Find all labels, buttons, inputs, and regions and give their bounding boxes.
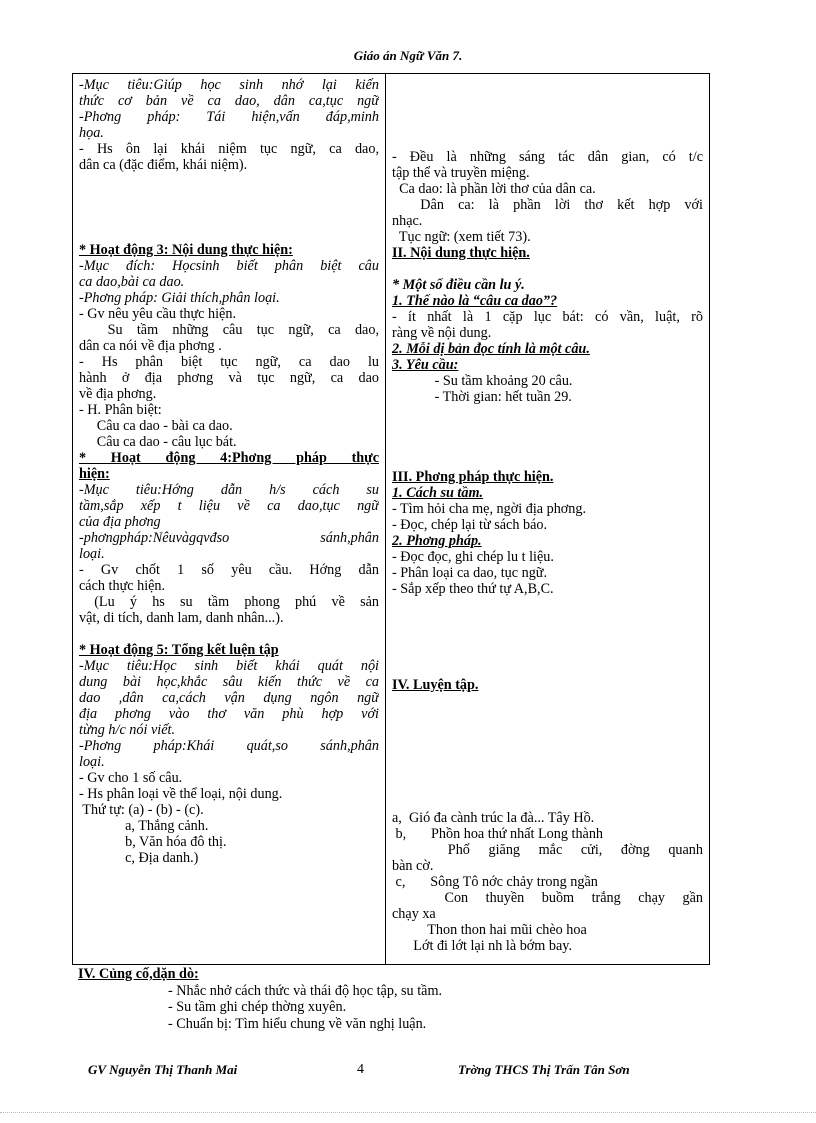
right-text-line: - ít nhất là 1 cặp lục bát: có vần, luật, rõ: [392, 309, 703, 325]
left-content: [79, 77, 379, 957]
left-text-line: -Mục đích: Họcsinh biết phân biệt câu: [79, 258, 379, 274]
left-text-line: -Mục tiêu:Giúp học sinh nhớ lại kiến: [79, 77, 379, 93]
left-text-line: - Gv cho 1 số câu.: [79, 770, 183, 786]
consolidation-line: - Chuẩn bị: Tìm hiểu chung về văn nghị luận.: [168, 1015, 427, 1032]
right-text-line: Dân ca: là phần lời thơ kết hợp với: [392, 197, 703, 213]
right-text-line: Lớt đi lớt lại nh là bớm bay.: [392, 938, 572, 954]
left-text-line: tầm,sắp xếp t liệu về ca dao,tục ngữ: [79, 498, 379, 514]
left-text-line: vật, di tích, danh lam, danh nhân...).: [79, 610, 284, 626]
left-text-line: - H. Phân biệt:: [79, 402, 162, 418]
right-text-line: 1. Cách su tầm.: [392, 485, 484, 501]
left-text-line: Thứ tự: (a) - (b) - (c).: [79, 802, 204, 818]
left-text-line: cách thực hiện.: [79, 578, 166, 594]
right-text-line: chạy xa: [392, 906, 436, 922]
school-name: Trờng THCS Thị Trấn Tân Sơn: [458, 1062, 630, 1077]
left-text-line: -Mục tiêu:Học sinh biết khái quát nội: [79, 658, 379, 674]
left-text-line: dân ca nói về địa phơng .: [79, 338, 222, 354]
right-text-line: - Tìm hỏi cha mẹ, ngời địa phơng.: [392, 501, 587, 517]
right-text-line: - Su tầm khoảng 20 câu.: [392, 373, 573, 389]
left-text-line: loại.: [79, 546, 105, 562]
left-text-line: a, Thắng cảnh.: [79, 818, 209, 834]
right-text-line: - Đọc, chép lại từ sách báo.: [392, 517, 548, 533]
page-number: 4: [357, 1062, 364, 1077]
right-text-line: nhạc.: [392, 213, 423, 229]
left-text-line: (Lu ý hs su tầm phong phú về sản: [79, 594, 379, 610]
right-text-line: - Thời gian: hết tuần 29.: [392, 389, 572, 405]
left-text-line: - Hs phân loại về thể loại, nội dung.: [79, 786, 283, 802]
right-text-line: 1. Thế nào là “câu ca dao”?: [392, 293, 558, 309]
right-text-line: Con thuyền buồm trắng chạy gần: [392, 890, 703, 906]
right-text-line: bàn cờ.: [392, 858, 434, 874]
left-text-line: Câu ca dao - bài ca dao.: [79, 418, 233, 434]
consolidation-line: IV. Củng cố,dặn dò:: [78, 966, 199, 982]
left-text-line: họa.: [79, 125, 104, 141]
right-text-line: II. Nội dung thực hiện.: [392, 245, 530, 261]
consolidation-line: - Nhắc nhở cách thức và thái độ học tập, su tầm.: [168, 982, 443, 999]
left-text-line: * Hoạt động 3: Nội dung thực hiện:: [79, 242, 293, 258]
left-text-line: * Hoạt động 5: Tổng kết luện tập: [79, 642, 279, 658]
right-text-line: - Đọc đọc, ghi chép lu t liệu.: [392, 549, 554, 565]
right-text-line: IV. Luyện tập.: [392, 677, 479, 693]
bottom-divider: [0, 1112, 816, 1113]
right-text-line: - Sắp xếp theo thứ tự A,B,C.: [392, 581, 554, 597]
left-text-line: Câu ca dao - câu lục bát.: [79, 434, 237, 450]
left-text-line: của địa phơng: [79, 514, 161, 530]
left-text-line: -Mục tiêu:Hớng dẫn h/s cách su: [79, 482, 379, 498]
consolidation-line: - Su tầm ghi chép thờng xuyên.: [168, 999, 347, 1015]
left-text-line: - Gv chốt 1 số yêu cầu. Hớng dẫn: [79, 562, 379, 578]
right-text-line: - Đều là những sáng tác dân gian, có t/c: [392, 149, 703, 165]
right-text-line: - Phân loại ca dao, tục ngữ.: [392, 565, 548, 581]
left-text-line: - Hs phân biệt tục ngữ, ca dao lu: [79, 354, 379, 370]
right-text-line: * Một số điều cần lu ý.: [392, 277, 525, 293]
left-text-line: - Gv nêu yêu cầu thực hiện.: [79, 306, 236, 322]
consolidation-section: [78, 966, 442, 1032]
left-text-line: -phơngpháp:Nêuvàgqvđso sánh,phân: [79, 530, 379, 546]
left-text-line: hành ở địa phơng và tục ngữ, ca dao: [79, 370, 379, 386]
right-text-line: c, Sông Tô nớc chảy trong ngần: [392, 874, 598, 890]
page-footer: [0, 1062, 816, 1082]
left-text-line: Su tầm những câu tục ngữ, ca dao,: [79, 322, 379, 338]
left-text-line: dung bài học,khắc sâu kiến thức về ca: [79, 674, 379, 690]
right-content: [392, 77, 703, 957]
left-text-line: -Phơng pháp:Khái quát,so sánh,phân: [79, 738, 379, 754]
right-text-line: tập thể và truyền miệng.: [392, 165, 530, 181]
left-text-line: ca dao,bài ca dao.: [79, 274, 185, 290]
right-text-line: 2. Mỗi dị bản đọc tính là một câu.: [392, 341, 590, 357]
left-text-line: - Hs ôn lại khái niệm tục ngữ, ca dao,: [79, 141, 379, 157]
right-text-line: b, Phồn hoa thứ nhất Long thành: [392, 826, 604, 842]
right-text-line: a, Gió đa cành trúc la đà... Tây Hồ.: [392, 810, 595, 826]
left-text-line: thức cơ bản về ca dao, dân ca,tục ngữ: [79, 93, 379, 109]
header-title: Giáo án Ngữ Văn 7.: [353, 48, 463, 63]
left-text-line: địa phơng vào thơ văn phù hợp với: [79, 706, 379, 722]
left-text-line: dao ,dân ca,cách vận dụng ngôn ngữ: [79, 690, 379, 706]
left-text-line: -Phơng pháp: Tái hiện,vấn đáp,minh: [79, 109, 379, 125]
right-text-line: 3. Yêu cầu:: [392, 357, 459, 373]
left-text-line: từng h/c nói viết.: [79, 722, 175, 738]
right-column: [386, 74, 710, 965]
teacher-name: GV Nguyễn Thị Thanh Mai: [88, 1062, 238, 1077]
right-text-line: Ca dao: là phần lời thơ của dân ca.: [392, 181, 596, 197]
left-text-line: về địa phơng.: [79, 386, 157, 402]
left-text-line: c, Địa danh.): [79, 850, 199, 866]
left-column: [73, 74, 386, 965]
left-text-line: hiện:: [79, 466, 110, 482]
left-text-line: b, Văn hóa đô thị.: [79, 834, 227, 850]
right-text-line: Phố giăng mắc cửi, đờng quanh: [392, 842, 703, 858]
left-text-line: dân ca (đặc điểm, khái niệm).: [79, 157, 248, 173]
right-text-line: ràng về nội dung.: [392, 325, 492, 341]
right-text-line: Tục ngữ: (xem tiết 73).: [392, 229, 531, 245]
left-text-line: loại.: [79, 754, 105, 770]
right-text-line: Thon thon hai mũi chèo hoa: [392, 922, 587, 938]
right-text-line: 2. Phơng pháp.: [392, 533, 482, 549]
right-text-line: III. Phơng pháp thực hiện.: [392, 469, 554, 485]
left-text-line: * Hoạt động 4:Phơng pháp thực: [79, 450, 379, 466]
left-text-line: -Phơng pháp: Giải thích,phân loại.: [79, 290, 280, 306]
lesson-table: [72, 73, 710, 965]
